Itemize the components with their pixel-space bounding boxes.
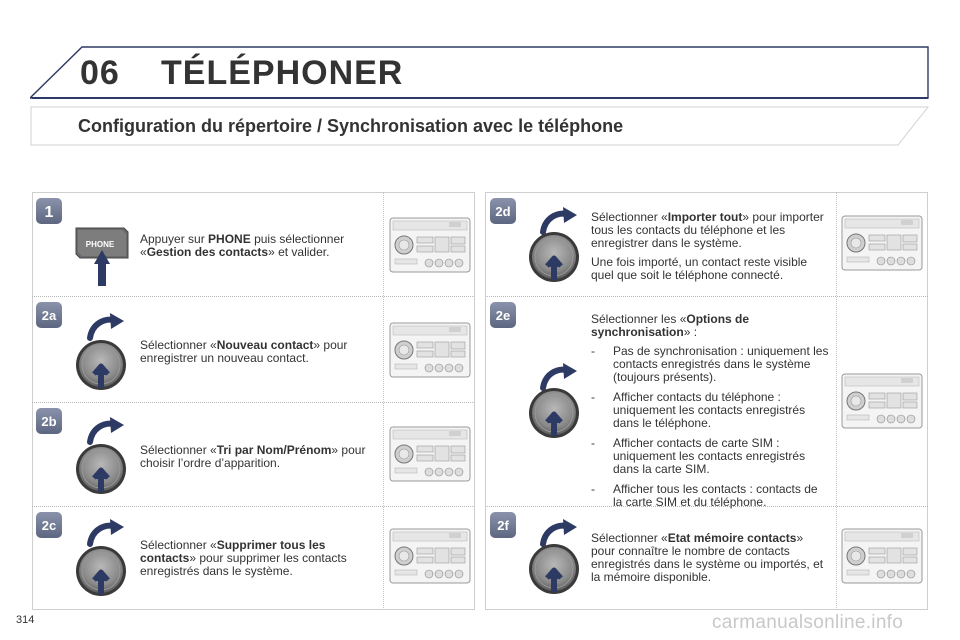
divider (32, 402, 475, 403)
rotary-knob-icon (525, 226, 583, 284)
step-badge-label: 1 (44, 204, 54, 221)
watermark: carmanualsonline.info (712, 612, 904, 633)
step-badge-1 (36, 198, 62, 224)
radio-unit-illustration (841, 215, 923, 271)
divider (383, 192, 384, 610)
step-badge-2e (490, 302, 516, 328)
radio-unit-illustration (389, 217, 471, 273)
divider (32, 296, 475, 297)
step-badge-2a (36, 302, 62, 328)
list-item: - Afficher contacts du téléphone : uniquement les contacts enregistrés dans le téléphone. (591, 390, 806, 430)
radio-unit-illustration (389, 528, 471, 584)
rotary-knob-icon (72, 438, 130, 496)
list-item: - Pas de synchronisation : uniquement les contacts enregistrés dans le système (toujours présents). (591, 344, 829, 384)
step-badge-label: 2f (497, 518, 509, 533)
step-2e-text: Sélectionner les «Options de synchronisation» : - Pas de synchronisation : uniquement les contacts enregistrés dans le système (toujours présents). - Afficher contacts du téléphone : uniquement les contacts enregistrés dans le téléphone. - Afficher contacts de carte SIM : uniquement les contacts enregistrés dans la carte SIM. - Afficher tous les contacts : contacts de la carte SIM et du téléphone. (591, 312, 829, 509)
chapter-title: TÉLÉPHONER (161, 54, 404, 92)
step-badge-label: 2a (41, 308, 57, 323)
rotary-knob-icon (72, 540, 130, 598)
divider (485, 296, 928, 297)
list-item: - Afficher contacts de carte SIM : uniquement les contacts enregistrés dans la carte SIM. (591, 436, 806, 476)
phone-button-illustration (72, 224, 132, 288)
step-2b-text: Sélectionner «Tri par Nom/Prénom» pour choisir l’ordre d’apparition. (140, 443, 366, 470)
chapter-number: 06 (80, 54, 120, 92)
rotary-knob-icon (72, 334, 130, 392)
step-badge-2b (36, 408, 62, 434)
step-1-text: Appuyer sur PHONE puis sélectionner «Gestion des contacts» et valider. (140, 232, 345, 259)
step-badge-label: 2e (495, 308, 511, 323)
sync-options-list (591, 345, 829, 509)
page-number: 314 (16, 614, 35, 626)
step-badge-2f (490, 512, 516, 538)
radio-unit-illustration (389, 322, 471, 378)
step-badge-label: 2d (495, 204, 511, 219)
step-2c-text: Sélectionner «Supprimer tous les contacts» pour supprimer les contacts enregistrés dans le système. (140, 538, 347, 578)
divider (836, 192, 837, 610)
divider (32, 506, 475, 507)
step-badge-2c (36, 512, 62, 538)
step-2f-text: Sélectionner «Etat mémoire contacts» pour connaître le nombre de contacts enregistrés dans le système ou importés, et la mémoire disponible. (591, 531, 824, 584)
list-item: - Afficher tous les contacts : contacts de la carte SIM et du téléphone. (591, 482, 818, 509)
section-header (30, 106, 930, 146)
step-2a-text: Sélectionner «Nouveau contact» pour enregistrer un nouveau contact. (140, 338, 348, 365)
step-badge-label: 2b (41, 414, 57, 429)
step-2d-text: Sélectionner «Importer tout» pour importer tous les contacts du téléphone et les enregistrer dans le système. Une fois importé, un contact reste visible quel que soit le téléphone connecté. (591, 210, 824, 282)
section-title: Configuration du répertoire / Synchronisation avec le téléphone (78, 116, 624, 136)
chapter-header (30, 46, 930, 100)
step-badge-2d (490, 198, 516, 224)
radio-unit-illustration (389, 426, 471, 482)
phone-button-label: PHONE (85, 240, 115, 249)
rotary-knob-icon (525, 382, 583, 440)
step-badge-label: 2c (41, 518, 57, 533)
radio-unit-illustration (841, 373, 923, 429)
rotary-knob-icon (525, 538, 583, 596)
radio-unit-illustration (841, 528, 923, 584)
